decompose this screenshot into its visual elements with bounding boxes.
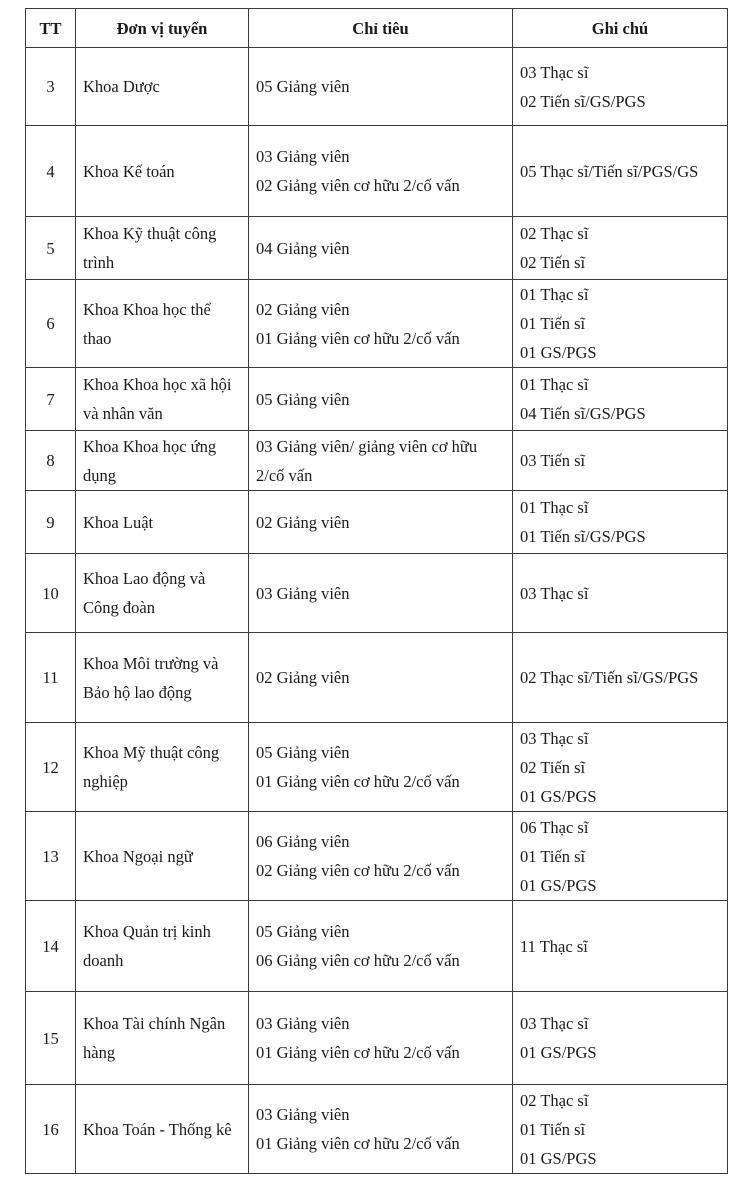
note-line: 06 Thạc sĩ	[520, 817, 589, 837]
unit-name: Khoa Khoa học xã hội và nhân văn	[83, 375, 232, 423]
table-row	[26, 48, 728, 126]
quota-line: 02 Giảng viên	[256, 668, 350, 687]
unit-cell	[76, 126, 249, 217]
note-cell	[513, 1085, 728, 1174]
row-number: 6	[26, 280, 76, 368]
row-number: 5	[26, 217, 76, 280]
note-line: 02 Tiến sĩ	[520, 757, 586, 777]
note-cell	[513, 554, 728, 633]
row-number: 15	[26, 992, 76, 1085]
table-row	[26, 723, 728, 812]
unit-cell	[76, 217, 249, 280]
unit-name: Khoa Mỹ thuật công nghiệp	[83, 743, 220, 791]
row-number: 3	[26, 48, 76, 126]
note-line: 01 Tiến sĩ/GS/PGS	[520, 527, 646, 546]
note-line: 03 Thạc sĩ	[520, 583, 589, 603]
quota-cell	[249, 48, 513, 126]
quota-line: 05 Giảng viên	[256, 389, 350, 409]
quota-cell	[249, 1085, 513, 1174]
note-line: 01 Tiến sĩ	[520, 1119, 586, 1139]
note-line: 05 Thạc sĩ/Tiến sĩ/PGS/GS	[520, 161, 699, 181]
quota-line: 03 Giảng viên	[256, 147, 350, 166]
note-cell	[513, 901, 728, 992]
header-tt: TT	[26, 9, 76, 48]
note-line: 01 GS/PGS	[520, 786, 597, 806]
quota-cell	[249, 491, 513, 554]
header-quota: Chỉ tiêu	[249, 9, 513, 48]
note-line: 02 Thạc sĩ/Tiến sĩ/GS/PGS	[520, 668, 699, 687]
table-row	[26, 1085, 728, 1174]
unit-name: Khoa Ngoại ngữ	[83, 846, 193, 866]
note-cell	[513, 812, 728, 901]
row-number: 4	[26, 126, 76, 217]
unit-name: Khoa Dược	[83, 77, 160, 96]
row-number: 8	[26, 431, 76, 491]
note-cell	[513, 723, 728, 812]
note-line: 02 Thạc sĩ	[520, 224, 589, 243]
quota-line: 06 Giảng viên cơ hữu 2/cố vấn	[256, 951, 460, 970]
note-line: 01 Thạc sĩ	[520, 498, 589, 517]
table-row	[26, 812, 728, 901]
quota-line: 02 Giảng viên cơ hữu 2/cố vấn	[256, 176, 460, 195]
quota-cell	[249, 280, 513, 368]
row-number: 16	[26, 1085, 76, 1174]
note-cell	[513, 992, 728, 1085]
note-line: 03 Thạc sĩ	[520, 1014, 589, 1033]
unit-cell	[76, 554, 249, 633]
quota-line: 03 Giảng viên	[256, 583, 350, 603]
unit-name: Khoa Luật	[83, 512, 154, 532]
table-row	[26, 992, 728, 1085]
unit-name: Khoa Môi trường và Bảo hộ lao động	[83, 653, 219, 702]
header-note: Ghi chú	[513, 9, 728, 48]
quota-cell	[249, 992, 513, 1085]
note-line: 01 Tiến sĩ	[520, 314, 586, 333]
note-cell	[513, 491, 728, 554]
unit-name: Khoa Tài chính Ngân hàng	[83, 1014, 226, 1062]
unit-cell	[76, 633, 249, 723]
quota-cell	[249, 901, 513, 992]
row-number: 11	[26, 633, 76, 723]
unit-name: Khoa Lao động và Công đoàn	[83, 569, 206, 617]
unit-name: Khoa Kế toán	[83, 161, 175, 181]
quota-line: 03 Giảng viên	[256, 1014, 350, 1033]
quota-cell	[249, 217, 513, 280]
note-line: 02 Tiến sĩ	[520, 253, 586, 272]
quota-line: 02 Giảng viên cơ hữu 2/cố vấn	[256, 861, 460, 880]
quota-line: 06 Giảng viên	[256, 832, 350, 851]
table-row	[26, 491, 728, 554]
note-line: 01 GS/PGS	[520, 875, 597, 895]
unit-name: Khoa Khoa học ứng dụng	[83, 436, 217, 485]
quota-cell	[249, 633, 513, 723]
unit-cell	[76, 723, 249, 812]
table-body	[26, 48, 728, 1174]
note-line: 03 Thạc sĩ	[520, 62, 589, 82]
quota-line: 03 Giảng viên	[256, 1105, 350, 1124]
row-number: 10	[26, 554, 76, 633]
quota-cell	[249, 723, 513, 812]
quota-line: 04 Giảng viên	[256, 238, 350, 258]
quota-cell	[249, 126, 513, 217]
quota-line: 02 Giảng viên	[256, 299, 350, 319]
row-number: 12	[26, 723, 76, 812]
table-row	[26, 368, 728, 431]
unit-cell	[76, 992, 249, 1085]
note-cell	[513, 431, 728, 491]
unit-cell	[76, 812, 249, 901]
note-cell	[513, 48, 728, 126]
quota-cell	[249, 812, 513, 901]
note-line: 03 Tiến sĩ	[520, 451, 586, 470]
note-line: 01 Tiến sĩ	[520, 846, 586, 866]
unit-name: Khoa Khoa học thể thao	[83, 299, 211, 348]
note-line: 02 Tiến sĩ/GS/PGS	[520, 91, 646, 111]
quota-line: 03 Giảng viên/ giảng viên cơ hữu 2/cố vấn	[256, 436, 478, 485]
table-row	[26, 633, 728, 723]
note-line: 01 GS/PGS	[520, 343, 597, 362]
row-number: 14	[26, 901, 76, 992]
note-line: 01 GS/PGS	[520, 1148, 597, 1168]
unit-cell	[76, 280, 249, 368]
note-line: 01 Thạc sĩ	[520, 285, 589, 304]
note-cell	[513, 633, 728, 723]
recruitment-table	[25, 8, 728, 1174]
unit-cell	[76, 48, 249, 126]
quota-line: 01 Giảng viên cơ hữu 2/cố vấn	[256, 772, 460, 791]
row-number: 9	[26, 491, 76, 554]
quota-line: 05 Giảng viên	[256, 922, 350, 941]
quota-line: 01 Giảng viên cơ hữu 2/cố vấn	[256, 328, 460, 348]
table-row	[26, 280, 728, 368]
note-line: 04 Tiến sĩ/GS/PGS	[520, 404, 646, 423]
note-line: 02 Thạc sĩ	[520, 1090, 589, 1110]
quota-line: 02 Giảng viên	[256, 512, 350, 532]
note-line: 11 Thạc sĩ	[520, 936, 588, 956]
note-cell	[513, 126, 728, 217]
unit-cell	[76, 1085, 249, 1174]
note-line: 01 GS/PGS	[520, 1043, 597, 1062]
unit-name: Khoa Toán - Thống kê	[83, 1119, 232, 1139]
unit-cell	[76, 901, 249, 992]
table-row	[26, 554, 728, 633]
table-row	[26, 126, 728, 217]
quota-line: 05 Giảng viên	[256, 743, 350, 762]
quota-cell	[249, 554, 513, 633]
row-number: 7	[26, 368, 76, 431]
quota-line: 01 Giảng viên cơ hữu 2/cố vấn	[256, 1043, 460, 1062]
unit-cell	[76, 491, 249, 554]
unit-cell	[76, 431, 249, 491]
note-cell	[513, 280, 728, 368]
quota-cell	[249, 431, 513, 491]
header-row	[26, 9, 728, 48]
quota-cell	[249, 368, 513, 431]
table-row	[26, 217, 728, 280]
note-line: 01 Thạc sĩ	[520, 375, 589, 394]
quota-line: 01 Giảng viên cơ hữu 2/cố vấn	[256, 1134, 460, 1153]
table-row	[26, 431, 728, 491]
header-unit: Đơn vị tuyển	[76, 9, 249, 48]
quota-line: 05 Giảng viên	[256, 77, 350, 96]
unit-name: Khoa Kỹ thuật công trình	[83, 224, 217, 272]
note-cell	[513, 368, 728, 431]
unit-name: Khoa Quản trị kinh doanh	[83, 922, 211, 970]
note-line: 03 Thạc sĩ	[520, 728, 589, 748]
table-row	[26, 901, 728, 992]
note-cell	[513, 217, 728, 280]
row-number: 13	[26, 812, 76, 901]
unit-cell	[76, 368, 249, 431]
